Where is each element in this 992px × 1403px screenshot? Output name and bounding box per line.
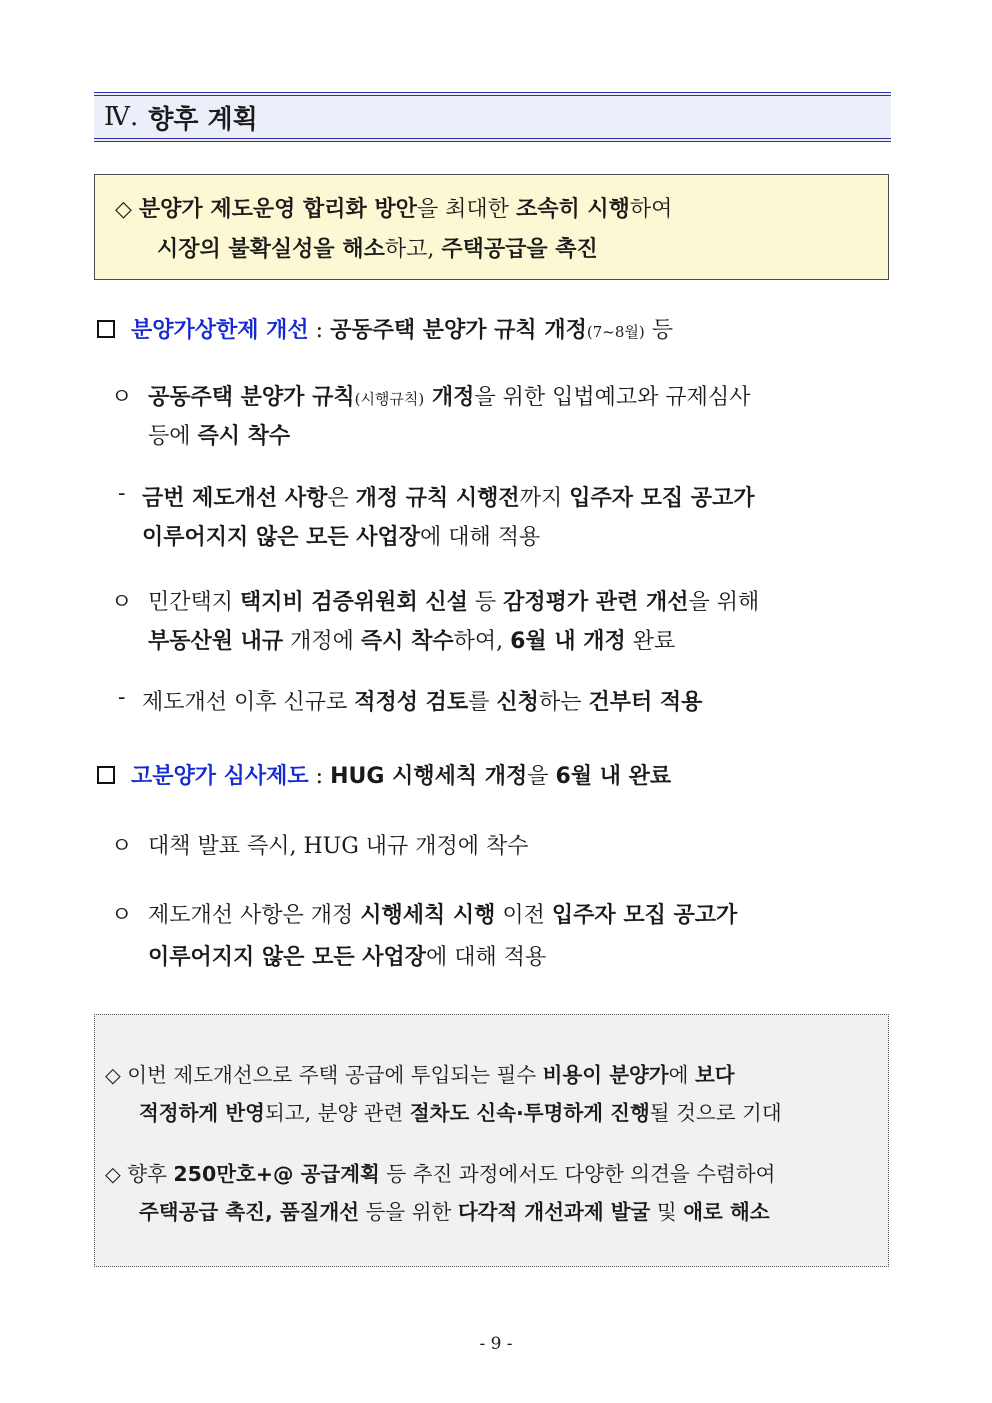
part1-heading: 분양가상한제 개선 : 공동주택 분양가 규칙 개정(7~8월) 등: [131, 318, 673, 343]
circle-bullet-icon: ㅇ: [111, 834, 133, 859]
diamond-icon: ◇: [115, 197, 132, 222]
section-number: Ⅳ.: [104, 102, 139, 132]
part1-dash1-line2: 이루어지지 않은 모든 사업장에 대해 적용: [142, 525, 541, 550]
part1-dash1-line1: 금번 제도개선 사항은 개정 규칙 시행전까지 입주자 모집 공고가: [142, 486, 755, 511]
dash-bullet-icon: -: [118, 481, 126, 506]
summary-line-1: ◇ 분양가 제도운영 합리화 방안을 최대한 조속히 시행하여: [115, 197, 673, 222]
part2-heading: 고분양가 심사제도 : HUG 시행세칙 개정을 6월 내 완료: [131, 764, 672, 789]
closing-box: [94, 1014, 889, 1267]
summary-line-2: 시장의 불확실성을 해소하고, 주택공급을 촉진: [157, 237, 598, 262]
closing-p2-line1: ◇ 향후 250만호+@ 공급계획 등 추진 과정에서도 다양한 의견을 수렴하여: [105, 1162, 776, 1186]
diamond-icon: ◇: [105, 1063, 121, 1087]
part1-bullet2-line1: 민간택지 택지비 검증위원회 신설 등 감정평가 관련 개선을 위해: [148, 590, 760, 615]
checkbox-square-icon: [97, 320, 115, 338]
checkbox-square-icon: [97, 766, 115, 784]
part1-bullet2-line2: 부동산원 내규 개정에 즉시 착수하여, 6월 내 개정 완료: [148, 629, 676, 654]
closing-p1-line1: ◇ 이번 제도개선으로 주택 공급에 투입되는 필수 비용이 분양가에 보다: [105, 1063, 735, 1087]
section-header: [94, 92, 891, 142]
summary-box: [94, 174, 889, 280]
part1-bullet1-line1: 공동주택 분양가 규칙(시행규칙) 개정을 위한 입법예고와 규제심사: [148, 385, 751, 410]
closing-p2-line2: 주택공급 촉진, 품질개선 등을 위한 다각적 개선과제 발굴 및 애로 해소: [139, 1200, 770, 1224]
circle-bullet-icon: ㅇ: [111, 385, 133, 410]
page-number: - 9 -: [479, 1334, 513, 1354]
part1-bullet1-line2: 등에 즉시 착수: [148, 424, 291, 449]
circle-bullet-icon: ㅇ: [111, 590, 133, 615]
circle-bullet-icon: ㅇ: [111, 903, 133, 928]
closing-p1-line2: 적정하게 반영되고, 분양 관련 절차도 신속·투명하게 진행될 것으로 기대: [139, 1101, 782, 1125]
dash-bullet-icon: -: [118, 685, 126, 710]
part1-dash2: 제도개선 이후 신규로 적정성 검토를 신청하는 건부터 적용: [142, 690, 703, 715]
part2-bullet2-line2: 이루어지지 않은 모든 사업장에 대해 적용: [148, 945, 547, 970]
part2-bullet1: 대책 발표 즉시, HUG 내규 개정에 착수: [148, 834, 529, 859]
part2-bullet2-line1: 제도개선 사항은 개정 시행세칙 시행 이전 입주자 모집 공고가: [148, 903, 738, 928]
diamond-icon: ◇: [105, 1162, 121, 1186]
section-title: 향후 계획: [148, 104, 258, 135]
